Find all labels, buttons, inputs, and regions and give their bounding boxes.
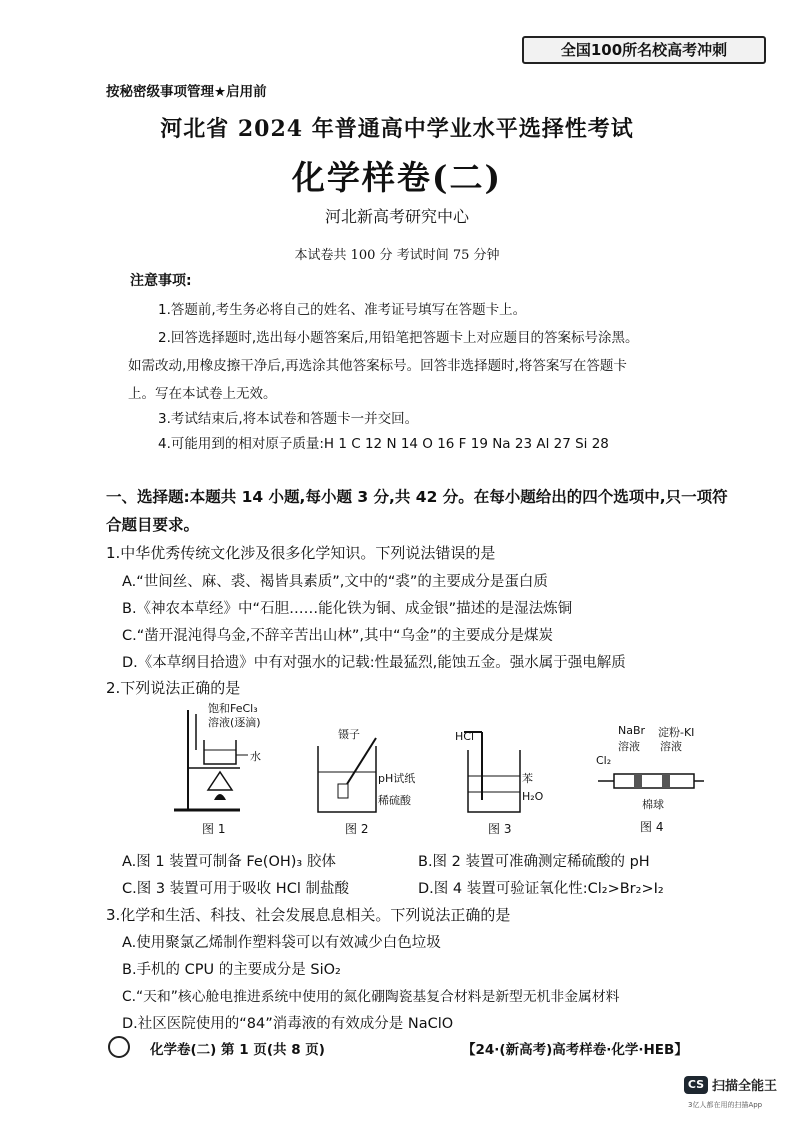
question-3-option-a: A.使用聚氯乙烯制作塑料袋可以有效减少白色垃圾 <box>122 935 441 951</box>
figure-1-label-a: 饱和FeCl₃ <box>208 702 258 715</box>
note-2-line-2: 如需改动,用橡皮擦干净后,再选涂其他答案标号。回答非选择题时,将答案写在答题卡 <box>128 358 627 374</box>
figure-3-label-c: H₂O <box>522 790 544 803</box>
figure-1-label-c: 水 <box>250 750 261 763</box>
figure-4-label-e: Cl₂ <box>596 754 612 767</box>
figure-1-caption: 图 1 <box>202 822 226 836</box>
question-3-option-d: D.社区医院使用的“84”消毒液的有效成分是 NaClO <box>122 1016 454 1032</box>
footer-circle-icon <box>108 1036 130 1058</box>
question-1-option-c: C.“凿开混沌得乌金,不辞辛苦出山林”,其中“乌金”的主要成分是煤炭 <box>122 628 553 644</box>
secrecy-notice: 按秘密级事项管理★启用前 <box>106 84 267 100</box>
figure-4-label-c: 淀粉-KI <box>658 726 695 739</box>
question-1-option-b: B.《神农本草经》中“石胆……能化铁为铜、成金银”描述的是湿法炼铜 <box>122 601 573 617</box>
figure-4-caption: 图 4 <box>640 820 664 834</box>
question-3-stem: 3.化学和生活、科技、社会发展息息相关。下列说法正确的是 <box>106 906 511 924</box>
figure-4-label-d: 溶液 <box>660 740 682 753</box>
footer-paper-code: 【24·(新高考)高考样卷·化学·HEB】 <box>462 1042 688 1058</box>
question-1-stem: 1.中华优秀传统文化涉及很多化学知识。下列说法错误的是 <box>106 544 496 562</box>
question-2-option-c: C.图 3 装置可用于吸收 HCl 制盐酸 <box>122 881 349 897</box>
note-1: 1.答题前,考生务必将自己的姓名、准考证号填写在答题卡上。 <box>158 302 527 318</box>
figure-3-label-b: 苯 <box>522 772 533 785</box>
figure-3-label-a: HCl <box>455 730 475 743</box>
question-2-option-b: B.图 2 装置可准确测定稀硫酸的 pH <box>418 854 650 870</box>
exam-series-banner: 全国100所名校高考冲刺 <box>522 36 766 64</box>
figure-4-label-f: 棉球 <box>642 798 664 811</box>
scanner-logo-icon: CS <box>684 1076 708 1094</box>
note-4: 4.可能用到的相对原子质量:H 1 C 12 N 14 O 16 F 19 Na 23 Al 27 Si 28 <box>158 436 609 452</box>
question-2-stem: 2.下列说法正确的是 <box>106 679 241 697</box>
question-2-option-a: A.图 1 装置可制备 Fe(OH)₃ 胶体 <box>122 854 336 870</box>
question-1-option-a: A.“世间丝、麻、裘、褐皆具素质”,文中的“裘”的主要成分是蛋白质 <box>122 574 548 590</box>
question-3-option-c: C.“天和”核心舱电推进系统中使用的氮化硼陶瓷基复合材料是新型无机非金属材料 <box>122 989 620 1005</box>
figure-4-label-a: NaBr <box>618 724 646 737</box>
figure-4-label-b: 溶液 <box>618 740 640 753</box>
section-1-title: 一、选择题:本题共 14 小题,每小题 3 分,共 42 分。在每小题给出的四个选项中,只一项符合题目要求。 <box>106 488 728 534</box>
question-2-option-d: D.图 4 装置可验证氧化性:Cl₂>Br₂>I₂ <box>418 881 664 897</box>
note-2-line-3: 上。写在本试卷上无效。 <box>128 386 277 402</box>
figure-2-label-c: 稀硫酸 <box>378 794 411 807</box>
note-3: 3.考试结束后,将本试卷和答题卡一并交回。 <box>158 411 419 427</box>
figure-2-label-b: pH试纸 <box>378 772 416 785</box>
notes-heading: 注意事项: <box>130 273 192 289</box>
figure-3-caption: 图 3 <box>488 822 512 836</box>
figure-2-label-a: 镊子 <box>338 728 360 741</box>
scanner-brand: 扫描全能王 <box>712 1079 778 1094</box>
note-2-line-1: 2.回答选择题时,选出每小题答案后,用铅笔把答题卡上对应题目的答案标号涂黑。 <box>158 330 639 346</box>
footer-page-info: 化学卷(二) 第 1 页(共 8 页) <box>150 1042 325 1058</box>
figure-2-caption: 图 2 <box>345 822 369 836</box>
paper-title: 化学样卷(二) <box>291 158 503 197</box>
figure-1-label-b: 溶液(逐滴) <box>208 716 261 729</box>
exam-title: 河北省 2024 年普通高中学业水平选择性考试 <box>160 116 634 142</box>
exam-info: 本试卷共 100 分 考试时间 75 分钟 <box>294 248 500 263</box>
organization: 河北新高考研究中心 <box>324 207 469 226</box>
question-1-option-d: D.《本草纲目拾遗》中有对强水的记载:性最猛烈,能蚀五金。强水属于强电解质 <box>122 655 626 671</box>
question-3-option-b: B.手机的 CPU 的主要成分是 SiO₂ <box>122 962 341 978</box>
scanner-tagline: 3亿人都在用的扫描App <box>688 1101 763 1109</box>
